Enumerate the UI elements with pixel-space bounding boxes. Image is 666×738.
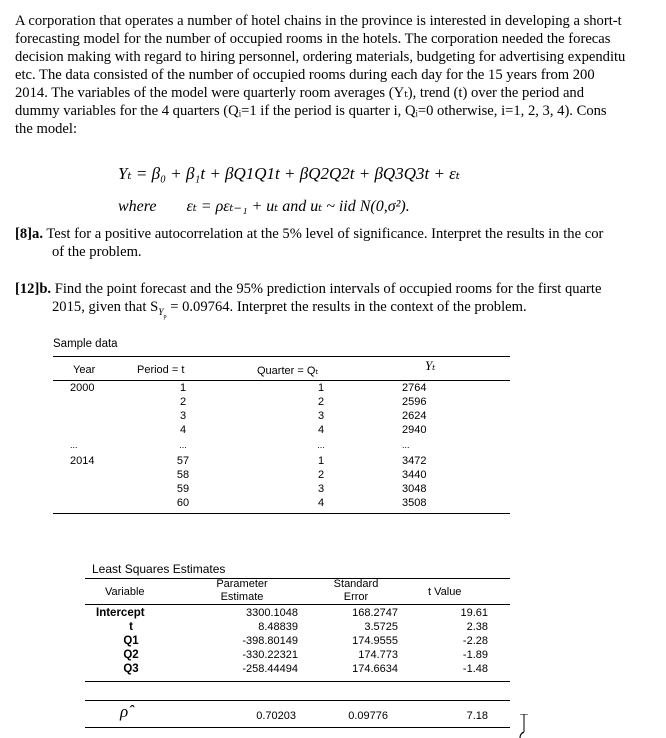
header-variable: Variable — [105, 586, 145, 598]
lse-se: 174.6634 — [352, 663, 398, 675]
table-rule — [85, 604, 510, 605]
error-spec: εₜ = ρεₜ₋₁ + uₜ and uₜ ~ iid N(0,σ²). — [186, 198, 410, 215]
header-error: Error — [343, 591, 369, 603]
sample-data-title: Sample data — [53, 338, 118, 350]
paragraph-line: forecasting model for the number of occupied rooms in the hotels. The corporation needed the forecas — [15, 31, 611, 47]
lse-se: 168.2747 — [352, 607, 398, 619]
question-b-tag: [12]b. — [15, 281, 52, 297]
question-a-text: Test for a positive autocorrelation at the 5% level of significance. Interpret the results in the cor — [46, 226, 604, 242]
lse-var: Intercept — [96, 607, 145, 619]
quarter-cell: 2 — [317, 396, 325, 408]
paragraph-line: etc. The data consisted of the number of occupied rooms during each day for the 15 years from 200 — [15, 67, 595, 83]
quarter-cell: 3 — [317, 483, 325, 495]
header-estimate: Estimate — [220, 591, 264, 603]
period-cell: 57 — [176, 455, 190, 467]
y-cell: 3440 — [402, 469, 427, 481]
lse-estimate: -398.80149 — [242, 635, 298, 647]
where-word: where — [118, 198, 157, 215]
lse-estimate: 3300.1048 — [246, 607, 298, 619]
lse-estimate: -258.44494 — [242, 663, 298, 675]
problem-statement — [15, 12, 666, 138]
quarter-cell: 4 — [317, 497, 325, 509]
rho-t: 7.18 — [466, 710, 488, 722]
header-year: Year — [73, 364, 96, 376]
error-equation — [118, 196, 410, 216]
lse-var: Q1 — [123, 635, 139, 647]
y-cell: 3508 — [402, 497, 427, 509]
lse-var: t — [129, 621, 133, 633]
table-rule — [85, 578, 510, 579]
table-rule — [53, 356, 510, 357]
ellipsis: ... — [402, 440, 410, 450]
y-cell: 2624 — [402, 410, 427, 422]
table-rule — [85, 700, 510, 701]
period-cell: 60 — [176, 497, 190, 509]
period-cell: 2 — [179, 396, 187, 408]
year-cell: 2014 — [70, 455, 95, 467]
lse-estimate: -330.22321 — [242, 649, 298, 661]
paragraph-line: dummy variables for the 4 quarters (Qᵢ=1 if the period is quarter i, Qᵢ=0 otherwise, i=1, 2, 3, 4). Cons — [15, 103, 607, 119]
header-t: t Value — [428, 586, 462, 598]
y-cell: 3472 — [402, 455, 427, 467]
y-cell: 2764 — [402, 382, 427, 394]
text-cursor-icon — [510, 714, 532, 738]
header-standard: Standard — [333, 578, 379, 590]
period-cell: 1 — [179, 382, 187, 394]
question-a — [15, 225, 603, 261]
lse-t: -1.48 — [462, 663, 488, 675]
lse-t: -2.28 — [462, 635, 488, 647]
table-rule — [53, 513, 510, 514]
quarter-cell: 2 — [317, 469, 325, 481]
lse-se: 174.9555 — [352, 635, 398, 647]
lse-estimate: 8.48839 — [258, 621, 298, 633]
ellipsis: ... — [179, 440, 187, 450]
rho-se: 0.09776 — [348, 710, 388, 722]
table-rule — [85, 727, 510, 728]
paragraph-line: the model: — [15, 121, 78, 137]
quarter-cell: 1 — [317, 382, 325, 394]
period-cell: 58 — [176, 469, 190, 481]
question-a-text-2: of the problem. — [52, 244, 142, 260]
lse-t: -1.89 — [462, 649, 488, 661]
quarter-cell: 1 — [317, 455, 325, 467]
rho-estimate: 0.70203 — [256, 710, 296, 722]
question-b-tail: . Interpret the results in the context of the problem. — [229, 299, 527, 315]
y-cell: 2596 — [402, 396, 427, 408]
header-param: Parameter — [216, 578, 268, 590]
period-cell: 3 — [179, 410, 187, 422]
question-a-tag: [8]a. — [15, 226, 43, 242]
rho-symbol: ρ̂ — [120, 702, 129, 721]
ellipsis: ... — [317, 440, 325, 450]
year-cell: 2000 — [70, 382, 95, 394]
question-b-given: 2015, given that S — [52, 299, 159, 315]
lse-var: Q3 — [123, 663, 139, 675]
lse-t: 2.38 — [466, 621, 488, 633]
lse-t: 19.61 — [460, 607, 488, 619]
table-rule — [85, 681, 510, 682]
table-rule — [53, 380, 510, 381]
lse-se: 174.773 — [358, 649, 398, 661]
header-quarter: Quarter = Qₜ — [257, 365, 319, 377]
header-period: Period = t — [137, 364, 185, 376]
question-b-text: Find the point forecast and the 95% prediction intervals of occupied rooms for the first quarte — [54, 281, 602, 297]
ellipsis: ... — [70, 440, 78, 450]
quarter-cell: 3 — [317, 410, 325, 422]
question-b-se-value: = 0.09764 — [166, 299, 230, 315]
question-b: [12]b. Find the point forecast and the 95% prediction intervals of occupied rooms for the first quarte 2015, given that $S_{Y_p} = 0.09764$. Interpret the results in the context of the problem. — [15, 281, 602, 320]
paragraph-line: 2014. The variables of the model were quarterly room averages (Yₜ), trend (t) over the period and — [15, 85, 585, 101]
period-cell: 59 — [176, 483, 190, 495]
y-cell: 2940 — [402, 424, 427, 436]
quarter-cell: 4 — [317, 424, 325, 436]
model-equation: Yₜ = β₀ + β₁t + βQ1Q1t + βQ2Q2t + βQ3Q3t + εₜ — [118, 164, 461, 183]
paragraph-line: decision making with regard to hiring personnel, ordering materials, budgeting for advertising expenditu — [15, 49, 626, 65]
header-y: Yₜ — [425, 358, 436, 373]
y-cell: 3048 — [402, 483, 427, 495]
lse-se: 3.5725 — [364, 621, 398, 633]
paragraph-line: A corporation that operates a number of hotel chains in the province is interested in developing a short-t — [15, 13, 622, 29]
period-cell: 4 — [179, 424, 187, 436]
lse-title: Least Squares Estimates — [92, 562, 226, 576]
lse-var: Q2 — [123, 649, 139, 661]
